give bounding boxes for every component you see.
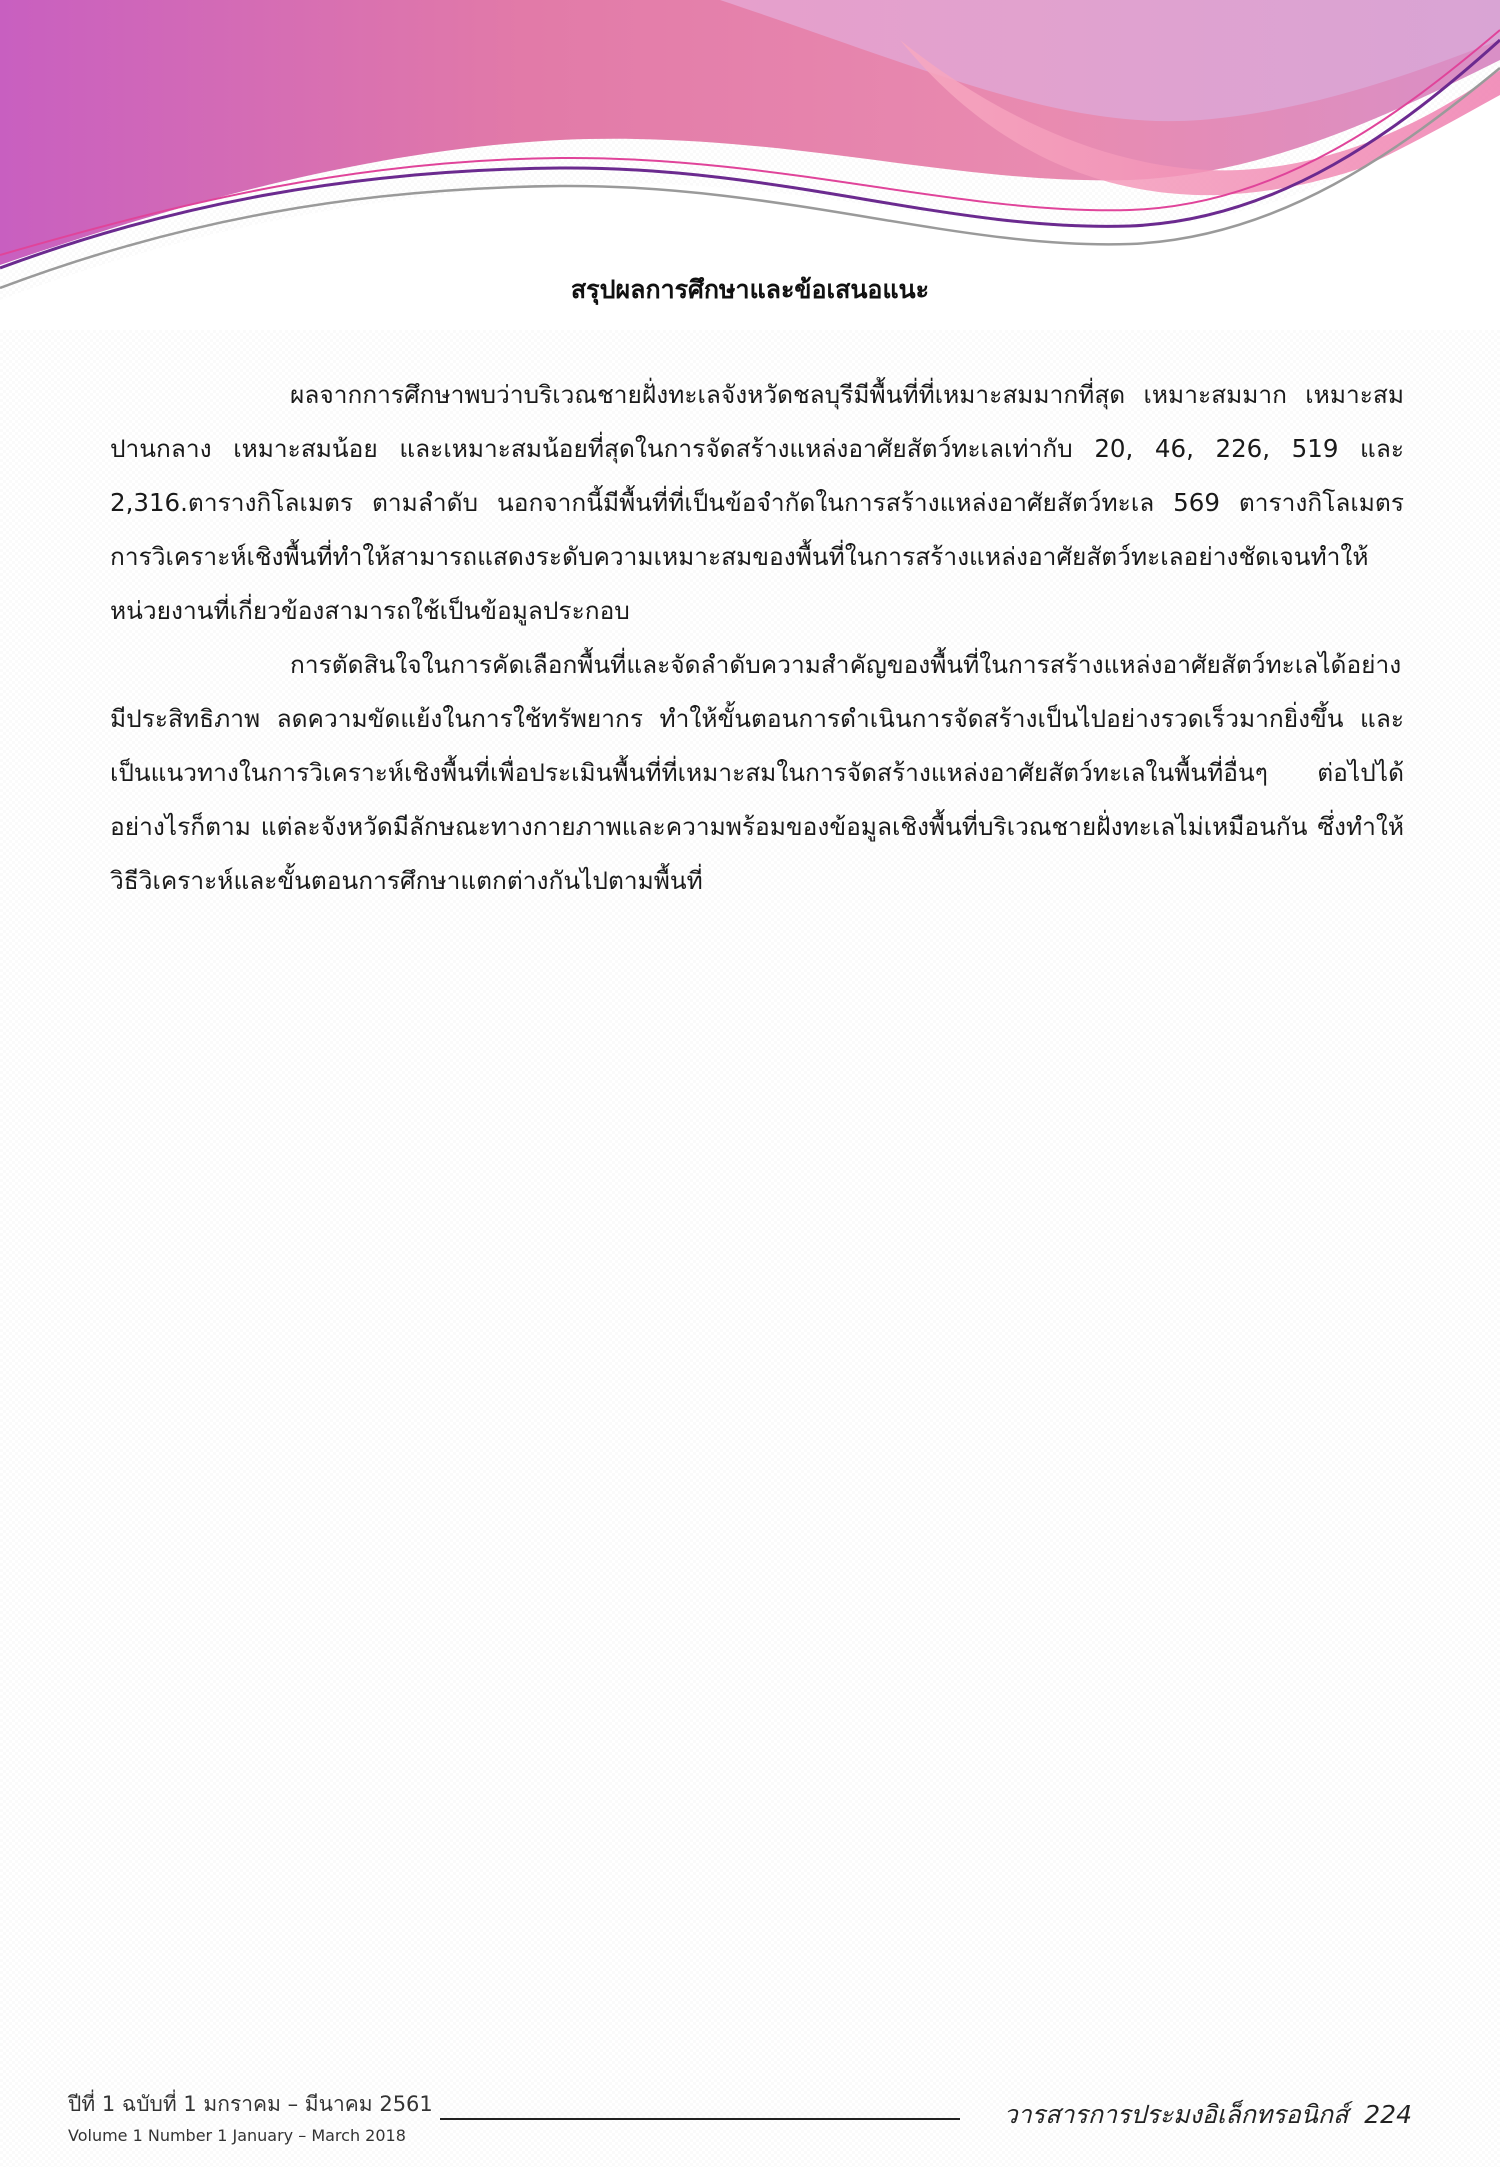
footer-issue-english: Volume 1 Number 1 January – March 2018: [68, 2126, 406, 2145]
paragraph-results: ผลจากการศึกษาพบว่าบริเวณชายฝั่งทะเลจังหวัดชลบุรีมีพื้นที่ที่เหมาะสมมากที่สุด เหมาะสมมาก เหมาะสมปานกลาง เหมาะสมน้อย และเหมาะสมน้อยที่สุดในการจัดสร้างแหล่งอาศัยสัตว์ทะเลเท่ากับ 20, 46, 226, 519 และ 2,316.ตารางกิโลเมตร ตามลำดับ นอกจากนี้มีพื้นที่ที่เป็นข้อจำกัดในการสร้างแหล่งอาศัยสัตว์ทะเล 569 ตารางกิโลเมตร การวิเคราะห์เชิงพื้นที่ทำให้สามารถแสดงระดับความเหมาะสมของพื้นที่ในการสร้างแหล่งอาศัยสัตว์ทะเลอย่างชัดเจนทำให้หน่วยงานที่เกี่ยวข้องสามารถใช้เป็นข้อมูลประกอบ: [110, 380, 1404, 625]
body-text: [110, 368, 1404, 908]
footer-journal: [1004, 2098, 1412, 2132]
section-title: สรุปผลการศึกษาและข้อเสนอแนะ: [570, 275, 930, 304]
footer-issue-thai: ปีที่ 1 ฉบับที่ 1 มกราคม – มีนาคม 2561: [68, 2092, 433, 2116]
page-number: 224: [1364, 2100, 1412, 2129]
footer-divider: [440, 2118, 960, 2120]
paragraph-recommendations: การตัดสินใจในการคัดเลือกพื้นที่และจัดลำดับความสำคัญของพื้นที่ในการสร้างแหล่งอาศัยสัตว์ทะเลได้อย่างมีประสิทธิภาพ ลดความขัดแย้งในการใช้ทรัพยากร ทำให้ขั้นตอนการดำเนินการจัดสร้างเป็นไปอย่างรวดเร็วมากยิ่งขึ้น และเป็นแนวทางในการวิเคราะห์เชิงพื้นที่เพื่อประเมินพื้นที่ที่เหมาะสมในการจัดสร้างแหล่งอาศัยสัตว์ทะเลในพื้นที่อื่นๆ ต่อไปได้ อย่างไรก็ตาม แต่ละจังหวัดมีลักษณะทางกายภาพและความพร้อมของข้อมูลเชิงพื้นที่บริเวณชายฝั่งทะเลไม่เหมือนกัน ซึ่งทำให้วิธีวิเคราะห์และขั้นตอนการศึกษาแตกต่างกันไปตามพื้นที่: [110, 650, 1404, 895]
journal-name: วารสารการประมงอิเล็กทรอนิกส์: [1003, 2100, 1349, 2129]
